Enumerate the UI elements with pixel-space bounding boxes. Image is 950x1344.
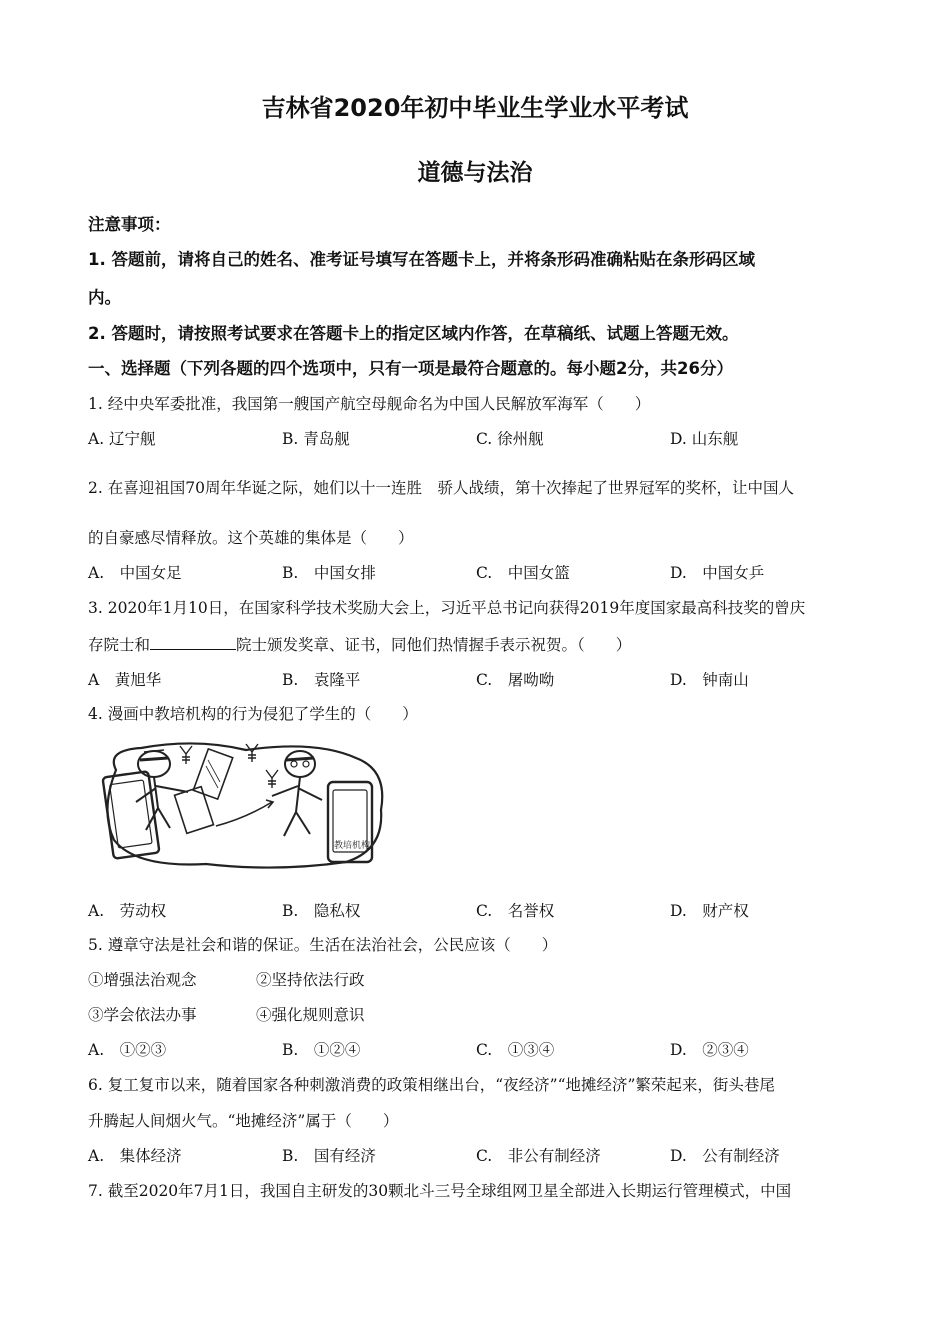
notes-heading: 注意事项： [88, 215, 171, 234]
question-3-text-before-blank: 存院士和 [88, 636, 151, 654]
cartoon-label: 教培机构 [334, 841, 371, 851]
question-5-option-d: D. ②③④ [670, 1041, 749, 1059]
question-5-statement-2: ②坚持依法行政 [256, 971, 365, 989]
question-5-statement-4: ④强化规则意识 [256, 1006, 365, 1024]
question-3-option-d: D. 钟南山 [670, 671, 749, 689]
question-3-stem: 3. 2020年1月10日，在国家科学技术奖励大会上，习近平总书记向获得2019年度国家最高科技奖的曾庆 [88, 599, 806, 617]
question-5-statement-1: ①增强法治观念 [88, 971, 197, 989]
question-3-option-b: B. 袁隆平 [282, 671, 361, 689]
exam-title: 吉林省2020年初中毕业生学业水平考试 [261, 94, 689, 122]
notes-item-1: 1. 答题前，请将自己的姓名、准考证号填写在答题卡上，并将条形码准确粘贴在条形码区域 [88, 250, 755, 269]
question-5-option-b: B. ①②④ [282, 1041, 361, 1059]
question-6-option-a: A. 集体经济 [88, 1147, 182, 1165]
cartoon-illustration [96, 730, 396, 870]
question-2-option-a: A. 中国女足 [88, 564, 182, 582]
question-4-option-c: C. 名誉权 [476, 902, 555, 920]
question-1-option-c: C. 徐州舰 [476, 430, 544, 448]
exam-subject: 道德与法治 [417, 160, 533, 186]
section-heading: 一、选择题（下列各题的四个选项中，只有一项是最符合题意的。每小题2分，共26分） [88, 359, 733, 378]
question-2-option-c: C. 中国女篮 [476, 564, 570, 582]
fill-in-blank [150, 635, 236, 650]
question-4-option-a: A. 劳动权 [88, 902, 167, 920]
question-5-stem: 5. 遵章守法是社会和谐的保证。生活在法治社会，公民应该（ ） [88, 936, 558, 954]
question-3-option-a: A 黄旭华 [88, 671, 162, 689]
question-6-option-c: C. 非公有制经济 [476, 1147, 601, 1165]
question-4-option-b: B. 隐私权 [282, 902, 361, 920]
question-5-option-a: A. ①②③ [88, 1041, 167, 1059]
question-1-option-d: D. 山东舰 [670, 430, 739, 448]
question-1-stem: 1. 经中央军委批准，我国第一艘国产航空母舰命名为中国人民解放军海军（ ） [88, 395, 651, 413]
question-3-stem-cont [88, 633, 631, 655]
question-3-option-c: C. 屠呦呦 [476, 671, 555, 689]
question-2-stem: 2. 在喜迎祖国70周年华诞之际，她们以十一连胜 骄人战绩，第十次捧起了世界冠军的奖杯，让中国人 [88, 479, 794, 497]
question-6-option-b: B. 国有经济 [282, 1147, 376, 1165]
question-2-stem-cont: 的自豪感尽情释放。这个英雄的集体是（ ） [88, 529, 414, 547]
question-6-option-d: D. 公有制经济 [670, 1147, 780, 1165]
notes-item-1-cont: 内。 [88, 288, 121, 307]
question-4-option-d: D. 财产权 [670, 902, 749, 920]
question-1-option-b: B. 青岛舰 [282, 430, 350, 448]
question-5-statement-3: ③学会依法办事 [88, 1006, 197, 1024]
notes-item-2: 2. 答题时，请按照考试要求在答题卡上的指定区域内作答，在草稿纸、试题上答题无效。 [88, 324, 739, 343]
question-2-option-b: B. 中国女排 [282, 564, 376, 582]
question-1-option-a: A. 辽宁舰 [88, 430, 156, 448]
question-6-stem-cont: 升腾起人间烟火气。“地摊经济”属于（ ） [88, 1112, 399, 1130]
question-4-stem: 4. 漫画中教培机构的行为侵犯了学生的（ ） [88, 705, 418, 723]
question-7-stem: 7. 截至2020年7月1日，我国自主研发的30颗北斗三号全球组网卫星全部进入长期运行管理模式，中国 [88, 1182, 792, 1200]
question-6-stem: 6. 复工复市以来，随着国家各种刺激消费的政策相继出台，“夜经济”“地摊经济”繁荣起来，街头巷尾 [88, 1076, 775, 1094]
question-2-option-d: D. 中国女乒 [670, 564, 765, 582]
question-3-text-after-blank: 院士颁发奖章、证书，同他们热情握手表示祝贺。（ ） [236, 636, 632, 654]
question-5-option-c: C. ①③④ [476, 1041, 555, 1059]
